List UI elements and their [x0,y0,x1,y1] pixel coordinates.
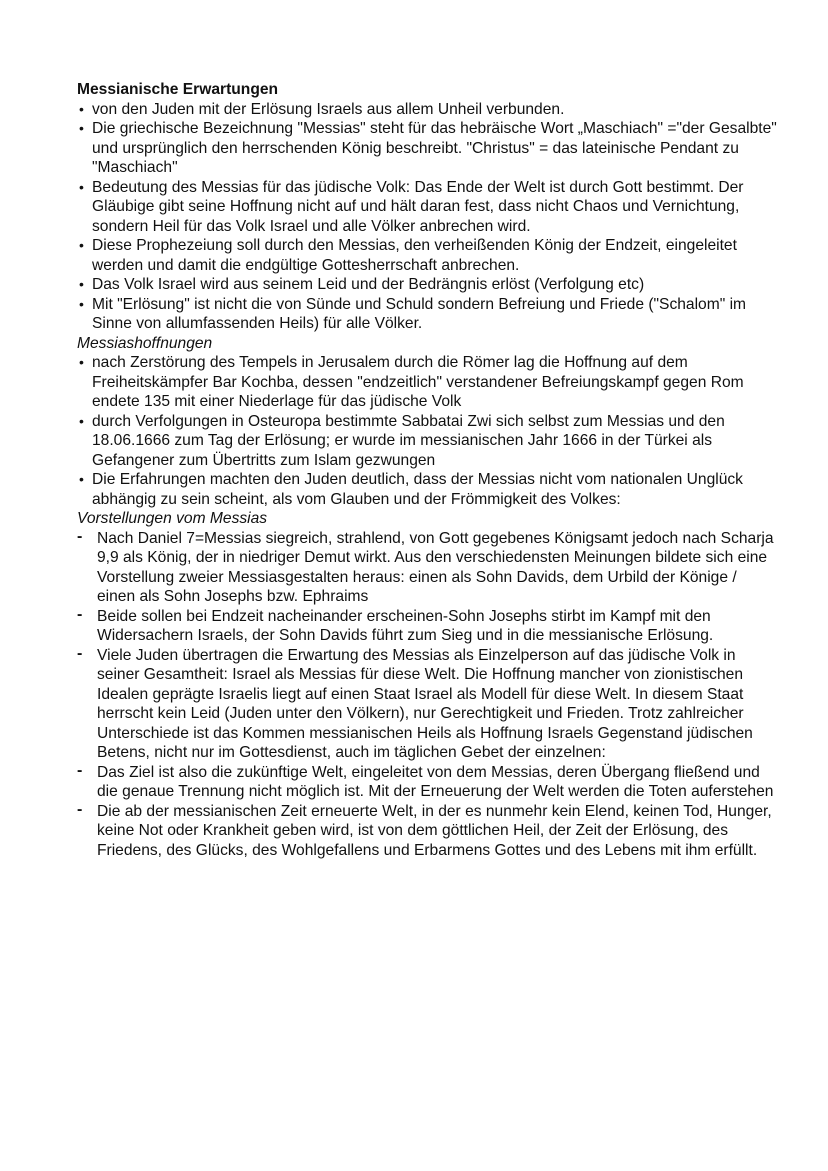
list-item: - Viele Juden übertragen die Erwartung des Messias als Einzelperson auf das jüdische Volk in seiner Gesamtheit: Israel als Messias für diese Welt. Die Hoffnung mancher von zionistischen Idealen geprägte Israelis liegt auf einen Staat Israel als Modell für diese Welt. In diesem Staat herrscht kein Leid (Juden unter den Völkern), nur Gerechtigkeit und Frieden. Trotz zahlreicher Unterschiede ist das Kommen messianischen Heils als Hoffnung Israels Gegenstand jüdischen Betens, nicht nur im Gottesdienst, auch im täglichen Gebet der einzelnen: [77,646,777,763]
list-item: • Mit "Erlösung" ist nicht die von Sünde und Schuld sondern Befreiung und Friede ("Schalom" im Sinne von allumfassenden Heils) für alle Völker. [77,295,777,334]
section3-list [77,529,777,861]
list-item: • von den Juden mit der Erlösung Israels aus allem Unheil verbunden. [77,100,777,120]
list-item: - Das Ziel ist also die zukünftige Welt, eingeleitet von dem Messias, deren Übergang fließend und die genaue Trennung nicht möglich ist. Mit der Erneuerung der Welt werden die Toten auferstehen [77,763,777,802]
section1-list [77,100,777,334]
list-item: • nach Zerstörung des Tempels in Jerusalem durch die Römer lag die Hoffnung auf dem Freiheitskämpfer Bar Kochba, dessen "endzeitlich" verstandener Befreiungskampf gegen Rom endete 135 mit einer Niederlage für das jüdische Volk [77,353,777,412]
subheading-vorstellungen: Vorstellungen vom Messias [77,510,268,527]
document-title: Messianische Erwartungen [77,81,279,98]
list-item: • Die griechische Bezeichnung "Messias" steht für das hebräische Wort „Maschiach" ="der Gesalbte" und ursprünglich den herrschenden König beschreibt. "Christus" = das lateinische Pendant zu "Maschiach" [77,119,777,178]
list-item: • Das Volk Israel wird aus seinem Leid und der Bedrängnis erlöst (Verfolgung etc) [77,275,777,295]
list-item: - Nach Daniel 7=Messias siegreich, strahlend, von Gott gegebenes Königsamt jedoch nach Scharja 9,9 als König, der in niedriger Demut wirkt. Aus den verschiedensten Meinungen bildete sich eine Vorstellung zweier Messiasgestalten heraus: einen als Sohn Davids, dem Urbild der Könige / einen als Sohn Josephs bzw. Ephraims [77,529,777,607]
list-item: • Bedeutung des Messias für das jüdische Volk: Das Ende der Welt ist durch Gott bestimmt. Der Gläubige gibt seine Hoffnung nicht auf und hält daran fest, dass nicht Chaos und Vernichtung, sondern Heil für das Volk Israel und alle Völker anbrechen wird. [77,178,777,237]
document-content [77,80,777,860]
section2-list [77,353,777,509]
list-item: • Diese Prophezeiung soll durch den Messias, den verheißenden König der Endzeit, eingeleitet werden und damit die endgültige Gottesherrschaft anbrechen. [77,236,777,275]
subheading-messiashoffnungen: Messiashoffnungen [77,334,213,352]
list-item: - Beide sollen bei Endzeit nacheinander erscheinen-Sohn Josephs stirbt im Kampf mit den Widersachern Israels, der Sohn Davids führt zum Sieg und in die messianische Erlösung. [77,607,777,646]
list-item: - Die ab der messianischen Zeit erneuerte Welt, in der es nunmehr kein Elend, keinen Tod, Hunger, keine Not oder Krankheit geben wird, ist von dem göttlichen Heil, der Zeit der Erlösung, des Friedens, des Glücks, des Wohlgefallens und Erbarmens Gottes und des Lebens mit ihm erfüllt. [77,802,777,861]
list-item: • Die Erfahrungen machten den Juden deutlich, dass der Messias nicht vom nationalen Unglück abhängig zu sein scheint, als vom Glauben und der Frömmigkeit des Volkes: [77,470,777,509]
list-item: • durch Verfolgungen in Osteuropa bestimmte Sabbatai Zwi sich selbst zum Messias und den 18.06.1666 zum Tag der Erlösung; er wurde im messianischen Jahr 1666 in der Türkei als Gefangener zum Übertritts zum Islam gezwungen [77,412,777,471]
